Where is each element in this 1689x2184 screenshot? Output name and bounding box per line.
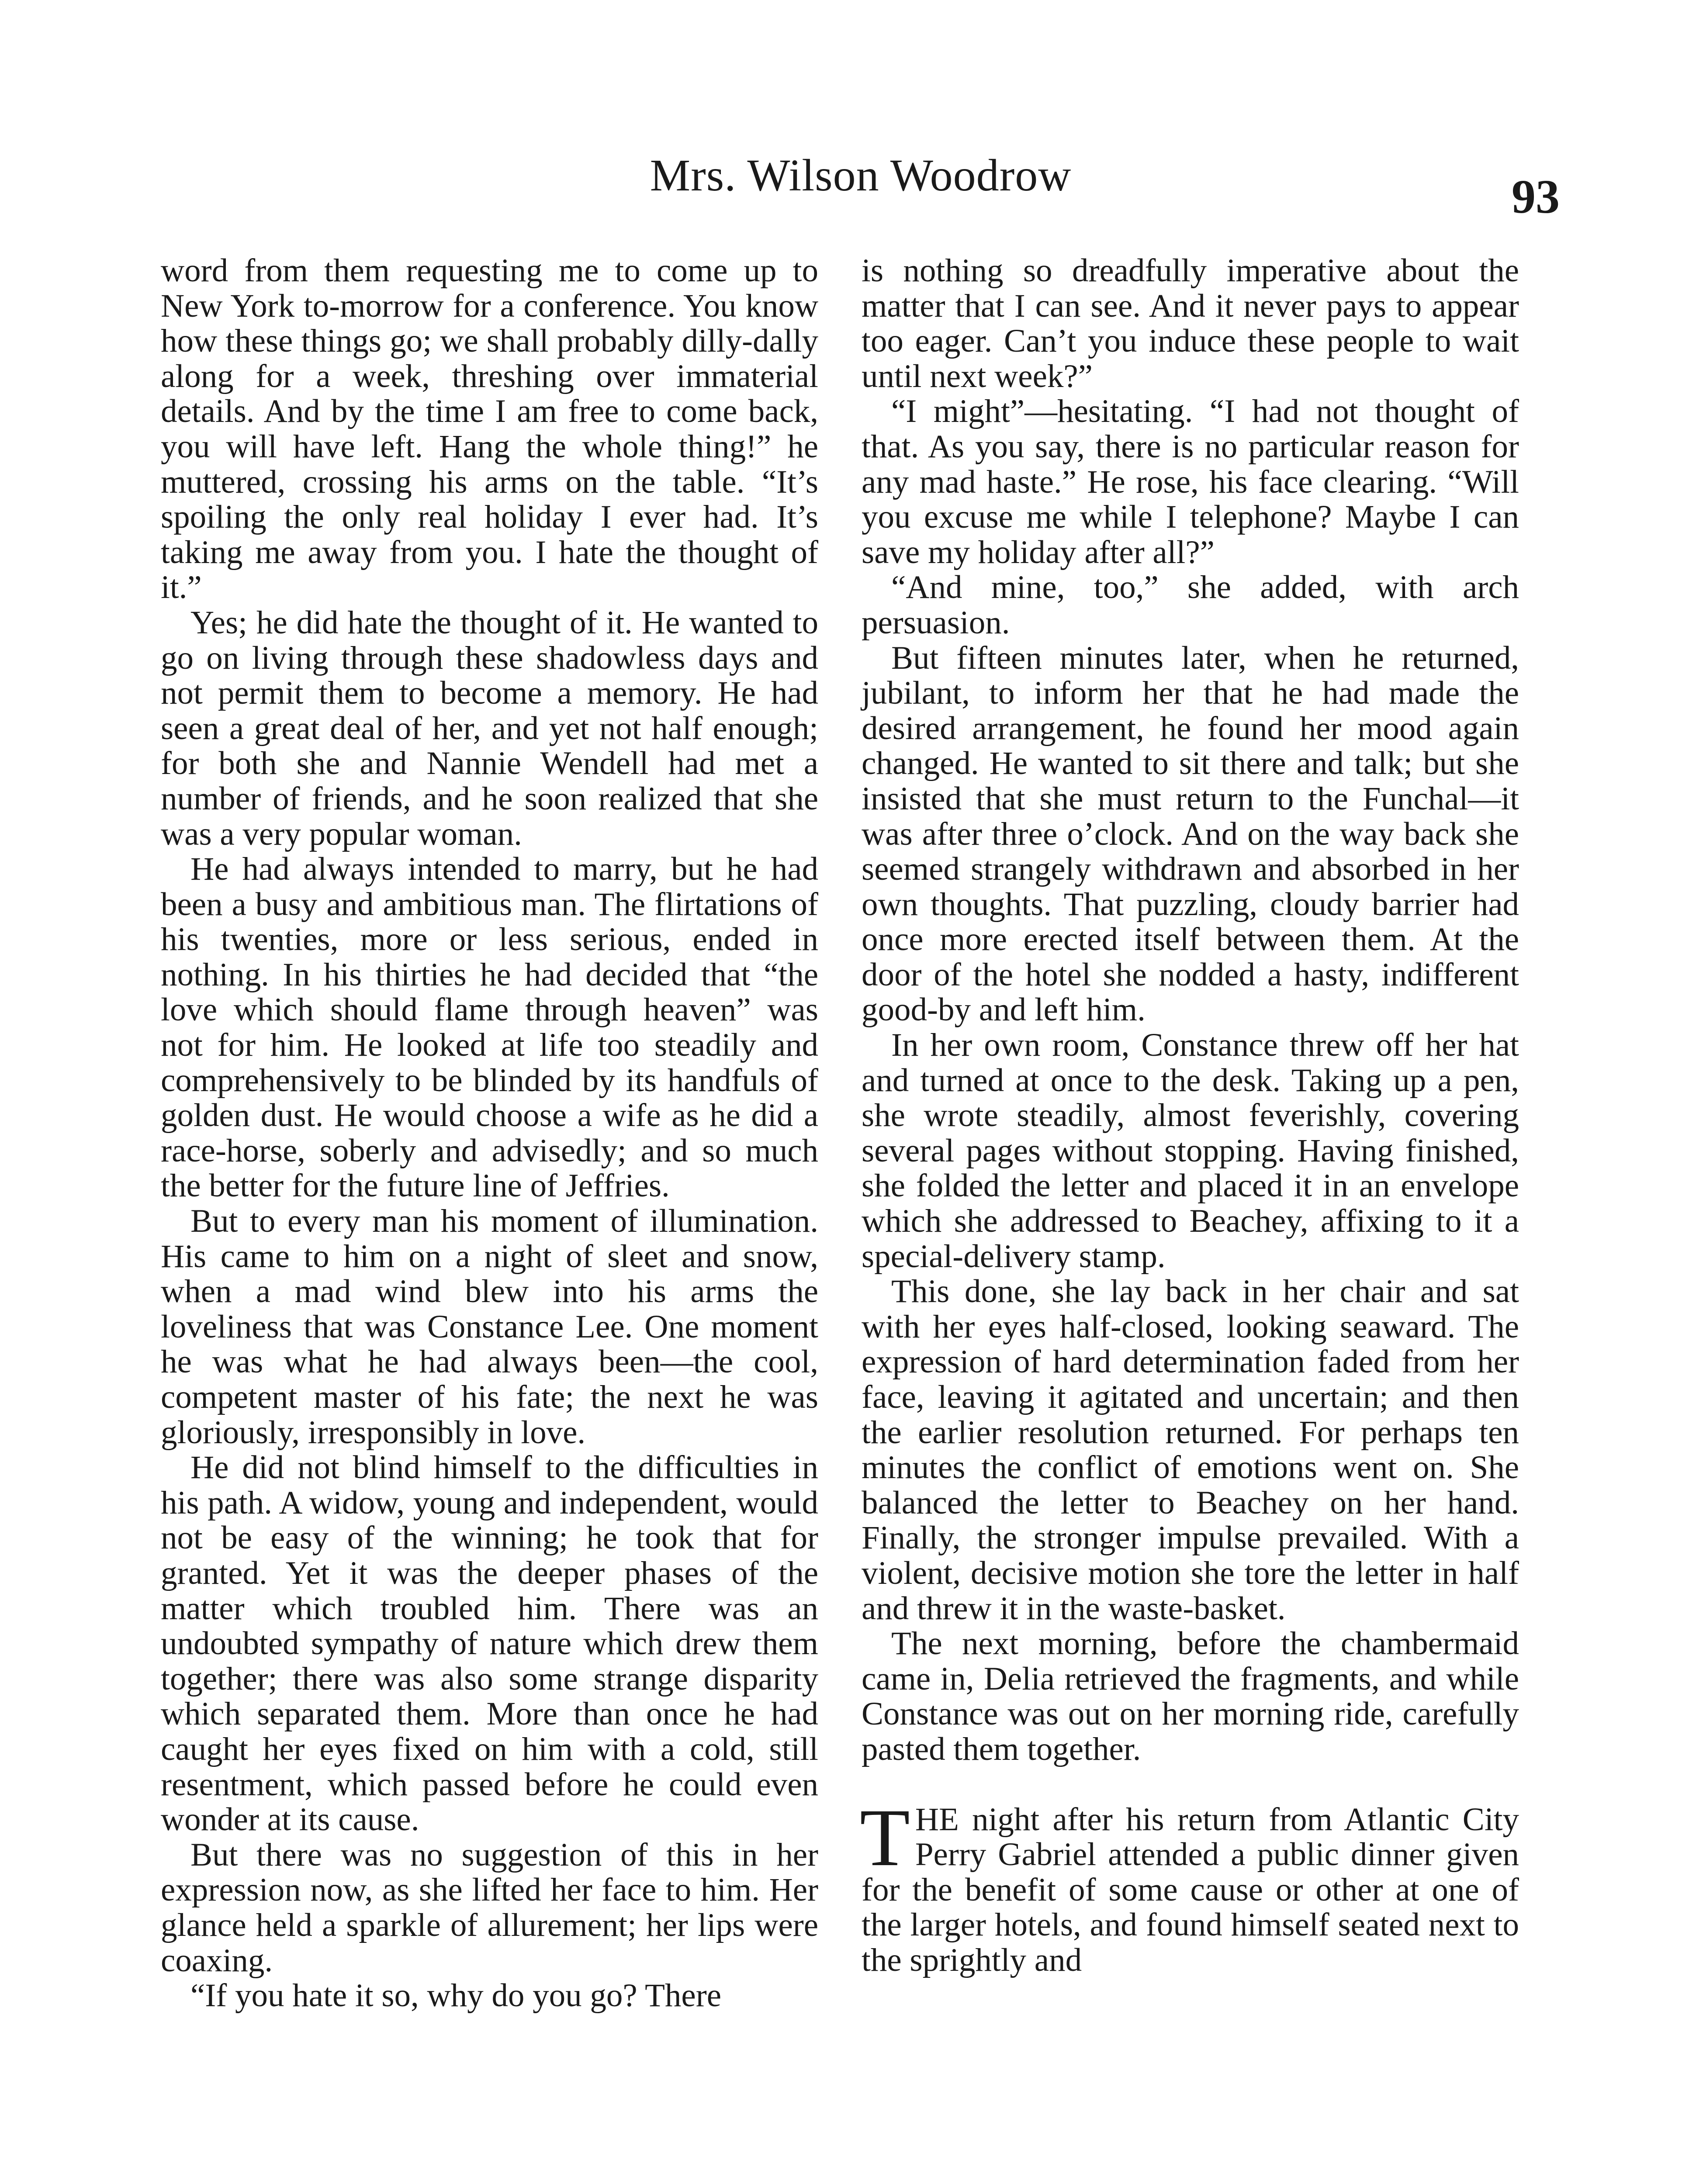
small-caps-lead: HE — [915, 1801, 959, 1838]
paragraph: But to every man his moment of illumination. His came to him on a night of sleet and snow, when a mad wind blew into his arms the loveliness that was Constance Lee. One moment he was what he had always been—the cool, competent master of his fate; the next he was gloriously, irresponsibly in love. — [161, 1203, 818, 1451]
paragraph: But fifteen minutes later, when he returned, jubilant, to inform her that he had made the desired arrangement, he found her mood again changed. He wanted to sit there and talk; but she insisted that she must return to the Funchal—it was after three o’clock. And on the way back she seemed strangely withdrawn and absorbed in her own thoughts. That puzzling, cloudy barrier had once more erected itself between them. At the door of the hotel she nodded a hasty, indifferent good-by and left him. — [862, 639, 1519, 1028]
paragraph: In her own room, Constance threw off her hat and turned at once to the desk. Taking up a pen, she wrote steadily, almost feverishly, covering several pages without stopping. Having finished, she folded the letter and placed it in an envelope which she addressed to Beachey, affixing to it a special-delivery stamp. — [862, 1027, 1519, 1275]
paragraph: Yes; he did hate the thought of it. He wanted to go on living through these shadowless days and not permit them to become a memory. He had seen a great deal of her, and yet not half enough; for both she and Nannie Wendell had met a number of friends, and he soon realized that she was a very popular woman. — [161, 604, 818, 852]
paragraph: The next morning, before the chambermaid came in, Delia retrieved the fragments, and while Constance was out on her morning ride, carefully pasted them together. — [862, 1625, 1519, 1767]
paragraph: This done, she lay back in her chair and sat with her eyes half-closed, looking seaward. The expression of hard determination faded from her face, leaving it agitated and uncertain; and then the earlier resolution returned. For perhaps ten minutes the conflict of emotions went on. She balanced the letter to Beachey on her hand. Finally, the stronger impulse prevailed. With a violent, decisive motion she tore the letter in half and threw it in the waste-basket. — [862, 1273, 1519, 1627]
paragraph: He had always intended to marry, but he had been a busy and ambitious man. The flirtations of his twenties, more or less serious, ended in nothing. In his thirties he had decided that “the love which should flame through heaven” was not for him. He looked at life too steadily and comprehensively to be blinded by its handfuls of golden dust. He would choose a wife as he did a race-horse, soberly and advisedly; and so much the better for the future line of Jeffries. — [161, 851, 818, 1204]
left-column — [161, 253, 818, 2014]
paragraph: He did not blind himself to the difficulties in his path. A widow, young and independent, would not be easy of the winning; he took that for granted. Yet it was the deeper phases of the matter which troubled him. There was an undoubted sympathy of nature which drew them together; there was also some strange disparity which separated them. More than once he had caught her eyes fixed on him with a cold, still resentment, which passed before he could even wonder at its cause. — [161, 1449, 818, 1838]
right-column — [862, 253, 1519, 1978]
paragraph: “And mine, too,” she added, with arch persuasion. — [862, 569, 1519, 641]
running-title: Mrs. Wilson Woodrow — [650, 150, 1072, 200]
paragraph: But there was no suggestion of this in her expression now, as she lifted her face to him. Her glance held a sparkle of allurement; her lips were coaxing. — [161, 1836, 818, 1979]
page-number: 93 — [1512, 170, 1560, 223]
paragraph: word from them requesting me to come up to New York to-morrow for a conference. You know how these things go; we shall probably dilly-dally along for a week, threshing over immaterial details. And by the time I am free to come back, you will have left. Hang the whole thing!” he muttered, crossing his arms on the table. “It’s spoiling the only real holiday I ever had. It’s taking me away from you. I hate the thought of it.” — [161, 252, 818, 606]
drop-cap: T — [860, 1791, 910, 1883]
section-text: night after his return from Atlantic City Perry Gabriel attended a public dinner given for the benefit of some cause or other at one of the larger hotels, and found himself seated next to the sprightly and — [862, 1801, 1519, 1978]
paragraph: is nothing so dreadfully imperative about the matter that I can see. And it never pays to appear too eager. Can’t you induce these people to wait until next week?” — [862, 252, 1519, 394]
section-opening-paragraph — [860, 1791, 1519, 1978]
paragraph: “I might”—hesitating. “I had not thought of that. As you say, there is no particular reason for any mad haste.” He rose, his face clearing. “Will you excuse me while I telephone? Maybe I can save my holiday after all?” — [862, 393, 1519, 570]
paragraph: “If you hate it so, why do you go? There — [190, 1977, 721, 2014]
